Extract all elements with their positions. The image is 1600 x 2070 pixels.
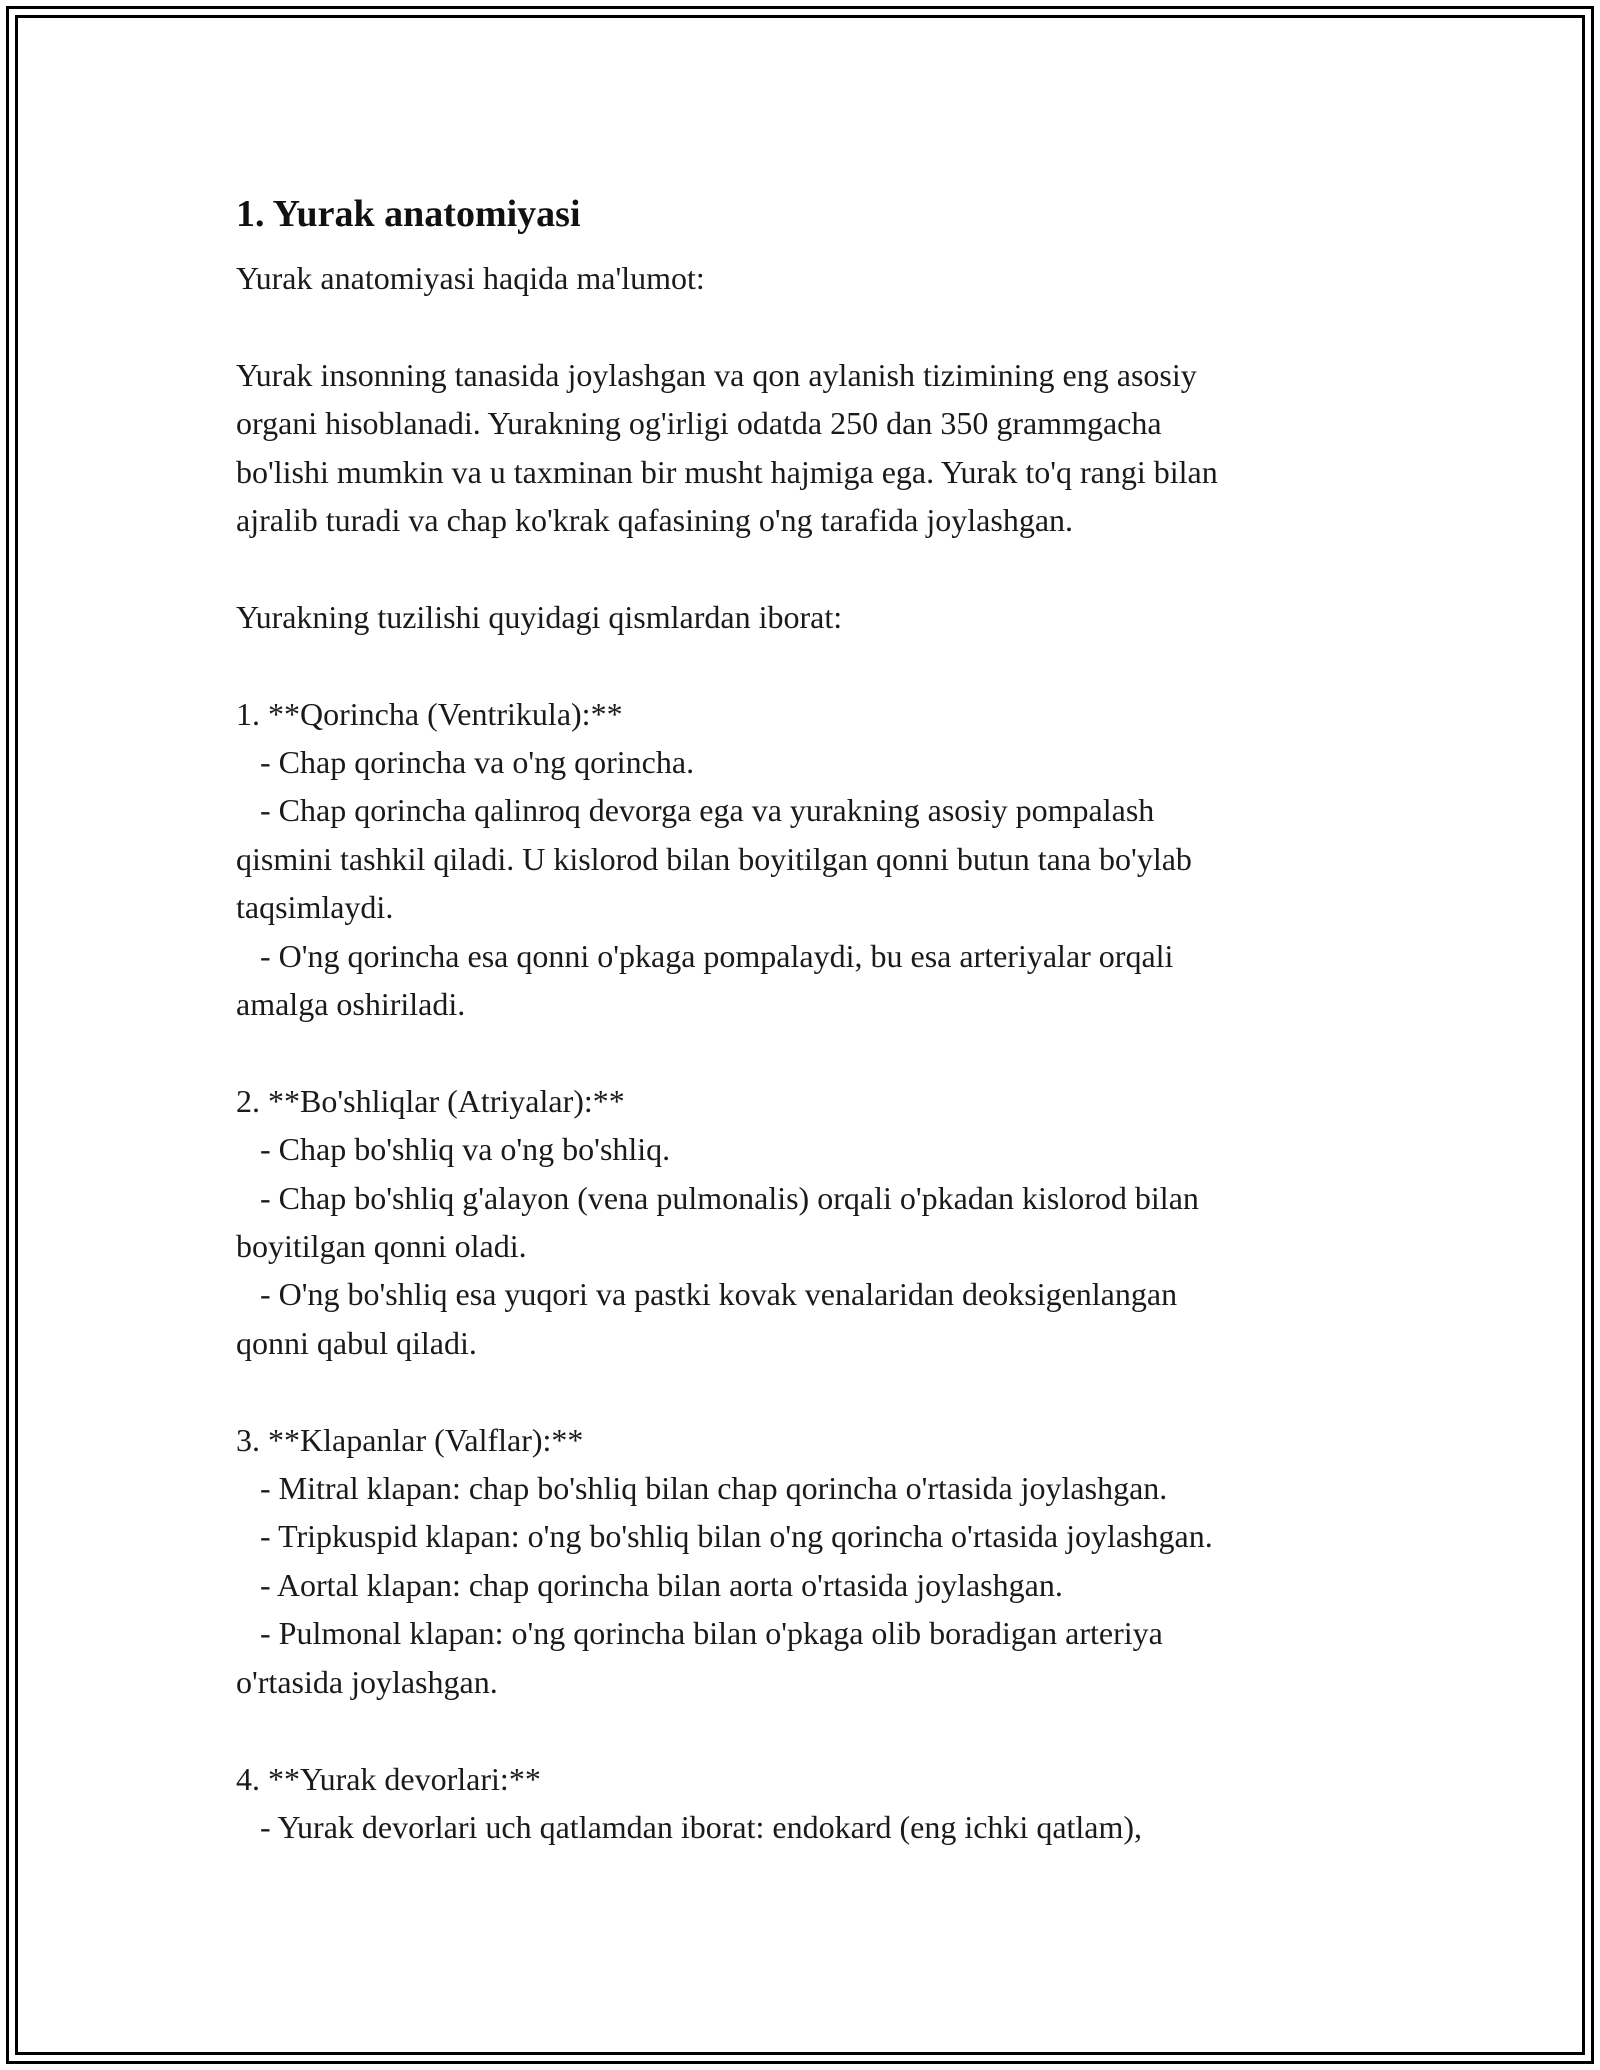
text-line: - Pulmonal klapan: o'ng qorincha bilan o'pkaga olib boradigan arteriya bbox=[236, 1615, 1163, 1652]
text-line: - Chap bo'shliq g'alayon (vena pulmonalis) orqali o'pkadan kislorod bilan bbox=[236, 1179, 1199, 1216]
spacer bbox=[236, 544, 1396, 592]
section-ventricles bbox=[236, 690, 1396, 1029]
spacer bbox=[236, 302, 1396, 350]
text-line: amalga oshiriladi. bbox=[236, 986, 466, 1023]
document-heading: 1. Yurak anatomiyasi bbox=[236, 193, 581, 235]
document-body bbox=[236, 186, 1396, 1851]
text-line: Yurak insonning tanasida joylashgan va qon aylanish tizimining eng asosiy bbox=[236, 356, 1197, 393]
text-line: - Chap qorincha va o'ng qorincha. bbox=[236, 744, 695, 781]
section-walls bbox=[236, 1755, 1396, 1852]
text-line: - Aortal klapan: chap qorincha bilan aorta o'rtasida joylashgan. bbox=[236, 1566, 1063, 1603]
text-line: ajralib turadi va chap ko'krak qafasining o'ng tarafida joylashgan. bbox=[236, 502, 1074, 539]
spacer bbox=[236, 1028, 1396, 1076]
section-atria bbox=[236, 1077, 1396, 1367]
text-line: - Chap qorincha qalinroq devorga ega va yurakning asosiy pompalash bbox=[236, 792, 1155, 829]
section-title: 4. **Yurak devorlari:** bbox=[236, 1760, 541, 1797]
text-line: - O'ng bo'shliq esa yuqori va pastki kovak venalaridan deoksigenlangan bbox=[236, 1276, 1178, 1313]
spacer bbox=[236, 1367, 1396, 1415]
text-line: o'rtasida joylashgan. bbox=[236, 1663, 498, 1700]
text-line: - Mitral klapan: chap bo'shliq bilan chap qorincha o'rtasida joylashgan. bbox=[236, 1470, 1168, 1507]
text-line: taqsimlaydi. bbox=[236, 889, 394, 926]
section-valves bbox=[236, 1416, 1396, 1706]
text-line: organi hisoblanadi. Yurakning og'irligi odatda 250 dan 350 grammgacha bbox=[236, 405, 1162, 442]
text-line: - Chap bo'shliq va o'ng bo'shliq. bbox=[236, 1131, 671, 1168]
text-line: - O'ng qorincha esa qonni o'pkaga pompalaydi, bu esa arteriyalar orqali bbox=[236, 937, 1174, 974]
text-line: - Yurak devorlari uch qatlamdan iborat: endokard (eng ichki qatlam), bbox=[236, 1808, 1143, 1845]
section-title: 1. **Qorincha (Ventrikula):** bbox=[236, 695, 623, 732]
intro-line: Yurak anatomiyasi haqida ma'lumot: bbox=[236, 260, 705, 296]
text-line: qonni qabul qiladi. bbox=[236, 1324, 477, 1361]
paragraph-description bbox=[236, 351, 1396, 545]
spacer bbox=[236, 1706, 1396, 1754]
text-line: - Tripkuspid klapan: o'ng bo'shliq bilan o'ng qorincha o'rtasida joylashgan. bbox=[236, 1518, 1213, 1555]
structure-intro-line: Yurakning tuzilishi quyidagi qismlardan iborat: bbox=[236, 598, 843, 635]
section-title: 3. **Klapanlar (Valflar):** bbox=[236, 1421, 584, 1458]
spacer bbox=[236, 641, 1396, 689]
section-title: 2. **Bo'shliqlar (Atriyalar):** bbox=[236, 1082, 625, 1119]
text-line: boyitilgan qonni oladi. bbox=[236, 1228, 527, 1265]
text-line: bo'lishi mumkin va u taxminan bir musht hajmiga ega. Yurak to'q rangi bilan bbox=[236, 453, 1218, 490]
text-line: qismini tashkil qiladi. U kislorod bilan boyitilgan qonni butun tana bo'ylab bbox=[236, 840, 1192, 877]
